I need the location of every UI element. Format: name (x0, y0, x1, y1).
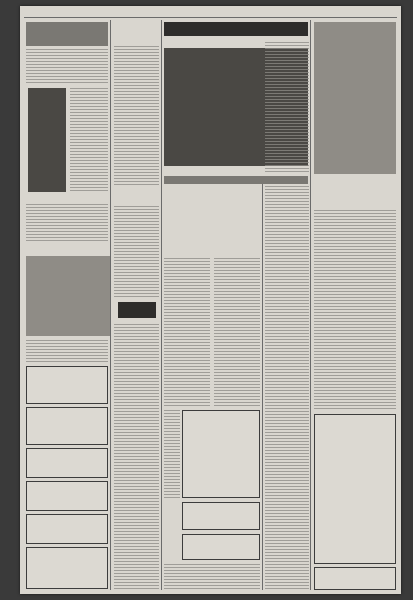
left-ad-4 (26, 481, 108, 511)
left-group-photo-caption (26, 246, 108, 252)
center-boxed-ad (182, 410, 260, 498)
center-story-kicker (164, 176, 308, 184)
left-portrait-caption (26, 194, 108, 202)
masthead (180, 9, 240, 15)
left-ad-1 (26, 366, 108, 404)
center-left-list-title (114, 196, 159, 204)
page-number (26, 9, 86, 15)
center-left-dark-logo (118, 302, 156, 318)
left-group-photo (26, 256, 110, 336)
left-text-block (26, 340, 108, 362)
issue-date (320, 9, 395, 15)
left-ad-3 (26, 448, 108, 478)
center-right-text-block (265, 186, 309, 590)
center-right-text-block (265, 42, 309, 172)
right-fair-ad (314, 414, 396, 564)
newspaper-page (20, 6, 401, 594)
center-right-column-title (265, 30, 309, 38)
center-left-text-block (114, 324, 159, 590)
center-story-text (214, 258, 260, 408)
column-rule (161, 20, 162, 590)
center-small-ad (182, 502, 260, 530)
center-story-text (164, 258, 210, 408)
left-ad-6 (26, 547, 108, 589)
left-text-block (26, 49, 108, 85)
left-top-headline (26, 22, 108, 46)
right-story-headline (314, 184, 396, 206)
right-text-block (314, 210, 396, 410)
right-bottom-ad (314, 567, 396, 590)
center-left-section-title (114, 34, 159, 42)
center-story-text (164, 564, 260, 590)
right-portrait-photo (314, 22, 396, 174)
left-ad-5 (26, 514, 108, 544)
column-rule (110, 20, 111, 590)
left-text-block (70, 88, 108, 192)
left-text-block (26, 204, 108, 242)
center-left-text-block (114, 206, 159, 298)
center-small-ad (182, 534, 260, 560)
center-left-text-block (114, 46, 159, 186)
header-rule (24, 17, 397, 18)
center-story-text (164, 410, 180, 498)
left-portrait-photo (28, 88, 66, 192)
right-portrait-caption (314, 176, 396, 182)
left-ad-2 (26, 407, 108, 445)
column-rule (310, 20, 311, 590)
